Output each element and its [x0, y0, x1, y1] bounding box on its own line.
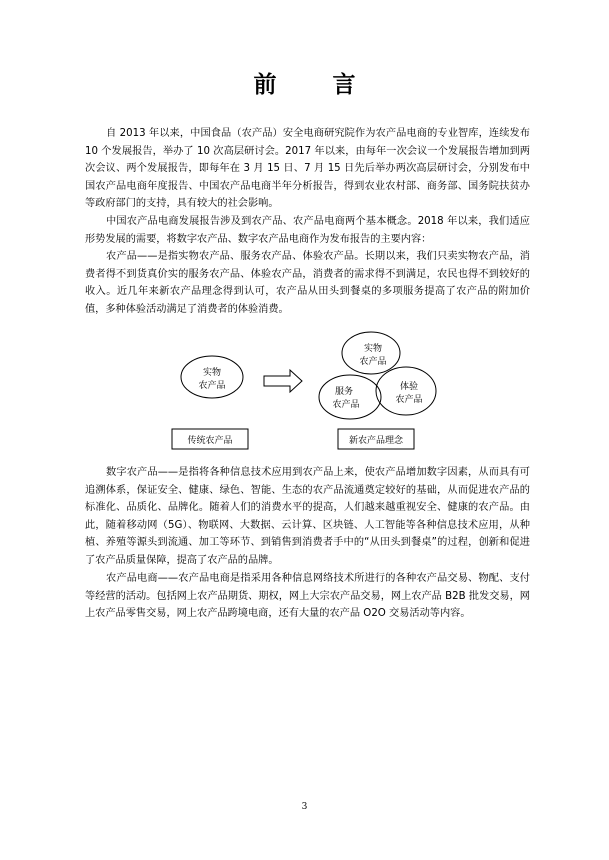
paragraph-concepts: 中国农产品电商发展报告涉及到农产品、农产品电商两个基本概念。2018 年以来，我们适应形势发展的需要，将数字农产品、数字农产品电商作为发布报告的主要内容： — [85, 216, 530, 245]
lower-right-ellipse-line1: 体验 — [399, 382, 419, 392]
paragraph-agri-products: 农产品——是指实物农产品、服务农产品、体验农产品。长期以来，我们只卖实物农产品，消费者得不到货真价实的服务农产品、体验农产品，消费者的需求得不到满足，农民也得不到较好的收入。近几年来新农产品理念得到认可，农产品从田头到餐桌的多项服务提高了农产品的附加价值，多种体验活动满足了消费者的体验消费。 — [85, 251, 530, 315]
left-ellipse-line1: 实物 — [202, 368, 222, 378]
lower-right-ellipse-line2: 农产品 — [395, 395, 423, 405]
paragraph-intro: 自 2013 年以来，中国食品（农产品）安全电商研究院作为农产品电商的专业智库，连续发布 10 个发展报告，举办了 10 次高层研讨会。2017 年以来，由每年一次会议一个发展报告增加到两次会议、两个发展报告，即每年在 3 月 15 日、7 月 15 日先后举办两次高层研讨会，分别发布中国农产品电商年度报告、中国农产品电商半年分析报告，得到农业农村部、商务部、国务院扶贫办等政府部门的支持，具有较大的社会影响。 — [85, 128, 530, 210]
left-ellipse-line2: 农产品 — [198, 381, 226, 391]
paragraph-ecommerce: 农产品电商——农产品电商是指采用各种信息网络技术所进行的各种农产品交易、物配、支付等经营的活动。包括网上农产品期货、期权，网上大宗农产品交易，网上农产品 B2B 批发交易，网上农产品零售交易，网上农产品跨境电商，还有大量的农产品 O2O 交易活动等内容。 — [85, 573, 530, 620]
page-number: 3 — [301, 802, 308, 812]
page-title: 前 言 — [253, 71, 380, 98]
top-ellipse-line1: 实物 — [363, 344, 383, 354]
new-concept-box-label: 新农产品理念 — [348, 436, 404, 446]
arrow-icon — [264, 370, 302, 392]
traditional-box-label: 传统农产品 — [187, 436, 233, 446]
lower-left-ellipse-line1: 服务 — [334, 387, 354, 397]
top-ellipse-line2: 农产品 — [359, 357, 387, 367]
lower-left-ellipse-line2: 农产品 — [332, 400, 360, 410]
concept-diagram — [170, 325, 450, 460]
lower-left-ellipse — [319, 375, 381, 419]
paragraph-digital-products: 数字农产品——是指将各种信息技术应用到农产品上来，使农产品增加数字因素，从而具有可追溯体系，保证安全、健康、绿色、智能、生态的农产品流通奠定较好的基础，从而促进农产品的标准化、品质化、品牌化。随着人们的消费水平的提高，人们越来越重视安全、健康的农产品。由此，随着移动网（5G）、物联网、大数据、云计算、区块链、人工智能等各种信息技术应用，从种植、养殖等源头到流通、加工等环节、到销售到消费者手中的“从田头到餐桌”的过程，创新和促进了农产品质量保障，提高了农产品的品牌。 — [85, 467, 530, 566]
